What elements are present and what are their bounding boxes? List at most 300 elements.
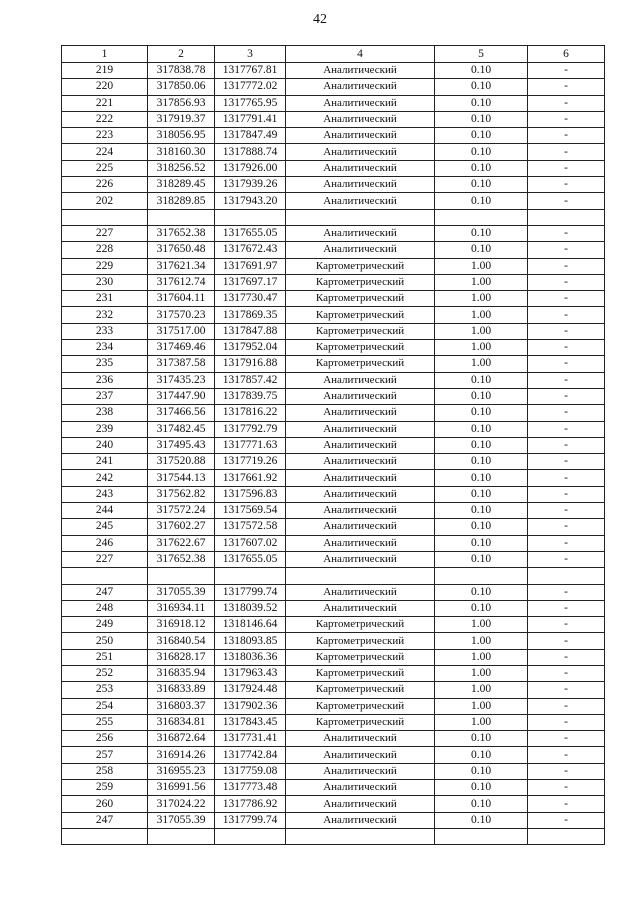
note-cell: - (528, 144, 605, 160)
note-cell: - (528, 519, 605, 535)
point-number-cell: 250 (62, 633, 148, 649)
column-header: 4 (286, 46, 435, 63)
point-number-cell: 224 (62, 144, 148, 160)
y-coordinate-cell: 1317655.05 (215, 551, 286, 567)
point-number-cell: 221 (62, 95, 148, 111)
method-cell: Аналитический (286, 193, 435, 209)
x-coordinate-cell: 317570.23 (148, 307, 215, 323)
accuracy-cell: 0.10 (435, 747, 528, 763)
y-coordinate-cell: 1317963.43 (215, 665, 286, 681)
y-coordinate-cell: 1317742.84 (215, 747, 286, 763)
accuracy-cell (435, 568, 528, 584)
accuracy-cell: 0.10 (435, 111, 528, 127)
table-row (62, 796, 605, 812)
table-row (62, 258, 605, 274)
x-coordinate-cell: 316828.17 (148, 649, 215, 665)
accuracy-cell: 0.10 (435, 177, 528, 193)
table-row (62, 193, 605, 209)
x-coordinate-cell: 317387.58 (148, 356, 215, 372)
y-coordinate-cell: 1317572.58 (215, 519, 286, 535)
note-cell: - (528, 437, 605, 453)
method-cell: Аналитический (286, 519, 435, 535)
y-coordinate-cell: 1317816.22 (215, 405, 286, 421)
note-cell: - (528, 111, 605, 127)
x-coordinate-cell: 318289.45 (148, 177, 215, 193)
table-row (62, 160, 605, 176)
accuracy-cell: 0.10 (435, 225, 528, 241)
note-cell: - (528, 405, 605, 421)
y-coordinate-cell: 1317839.75 (215, 388, 286, 404)
table-row (62, 763, 605, 779)
page-number: 42 (313, 12, 327, 27)
accuracy-cell: 0.10 (435, 584, 528, 600)
accuracy-cell: 0.10 (435, 600, 528, 616)
y-coordinate-cell (215, 209, 286, 225)
x-coordinate-cell: 317517.00 (148, 323, 215, 339)
accuracy-cell: 0.10 (435, 486, 528, 502)
y-coordinate-cell: 1317773.48 (215, 780, 286, 796)
point-number-cell: 222 (62, 111, 148, 127)
accuracy-cell (435, 828, 528, 844)
x-coordinate-cell: 317055.39 (148, 812, 215, 828)
table-row (62, 144, 605, 160)
point-number-cell: 248 (62, 600, 148, 616)
accuracy-cell: 0.10 (435, 470, 528, 486)
x-coordinate-cell (148, 828, 215, 844)
method-cell: Аналитический (286, 372, 435, 388)
table-row (62, 600, 605, 616)
method-cell: Аналитический (286, 535, 435, 551)
table-body (62, 63, 605, 845)
table-row (62, 307, 605, 323)
y-coordinate-cell: 1317792.79 (215, 421, 286, 437)
table-row (62, 225, 605, 241)
note-cell: - (528, 242, 605, 258)
y-coordinate-cell: 1317719.26 (215, 454, 286, 470)
y-coordinate-cell: 1317771.63 (215, 437, 286, 453)
accuracy-cell: 0.10 (435, 372, 528, 388)
x-coordinate-cell: 318056.95 (148, 128, 215, 144)
x-coordinate-cell: 317856.93 (148, 95, 215, 111)
method-cell: Картометрический (286, 274, 435, 290)
x-coordinate-cell: 316914.26 (148, 747, 215, 763)
y-coordinate-cell: 1317672.43 (215, 242, 286, 258)
point-number-cell: 239 (62, 421, 148, 437)
y-coordinate-cell: 1317569.54 (215, 503, 286, 519)
point-number-cell: 235 (62, 356, 148, 372)
y-coordinate-cell: 1317697.17 (215, 274, 286, 290)
accuracy-cell: 0.10 (435, 763, 528, 779)
y-coordinate-cell: 1317869.35 (215, 307, 286, 323)
table-row-separator (62, 568, 605, 584)
y-coordinate-cell (215, 828, 286, 844)
accuracy-cell: 0.10 (435, 405, 528, 421)
table-row (62, 95, 605, 111)
point-number-cell: 229 (62, 258, 148, 274)
column-header: 1 (62, 46, 148, 63)
note-cell: - (528, 340, 605, 356)
table-row (62, 388, 605, 404)
x-coordinate-cell: 317520.88 (148, 454, 215, 470)
accuracy-cell: 0.10 (435, 421, 528, 437)
accuracy-cell: 1.00 (435, 291, 528, 307)
method-cell: Аналитический (286, 405, 435, 421)
x-coordinate-cell: 316833.89 (148, 682, 215, 698)
y-coordinate-cell: 1317759.08 (215, 763, 286, 779)
table-row (62, 486, 605, 502)
y-coordinate-cell (215, 568, 286, 584)
accuracy-cell: 1.00 (435, 649, 528, 665)
x-coordinate-cell: 316835.94 (148, 665, 215, 681)
note-cell: - (528, 79, 605, 95)
method-cell: Аналитический (286, 95, 435, 111)
note-cell: - (528, 682, 605, 698)
point-number-cell: 253 (62, 682, 148, 698)
note-cell: - (528, 128, 605, 144)
table-row (62, 437, 605, 453)
method-cell: Аналитический (286, 747, 435, 763)
point-number-cell: 241 (62, 454, 148, 470)
method-cell: Аналитический (286, 551, 435, 567)
y-coordinate-cell: 1317596.83 (215, 486, 286, 502)
note-cell (528, 568, 605, 584)
method-cell: Аналитический (286, 79, 435, 95)
x-coordinate-cell: 317604.11 (148, 291, 215, 307)
point-number-cell: 255 (62, 714, 148, 730)
point-number-cell: 230 (62, 274, 148, 290)
point-number-cell: 228 (62, 242, 148, 258)
point-number-cell: 254 (62, 698, 148, 714)
accuracy-cell: 1.00 (435, 307, 528, 323)
table-row-separator (62, 209, 605, 225)
point-number-cell: 233 (62, 323, 148, 339)
note-cell: - (528, 584, 605, 600)
note-cell: - (528, 665, 605, 681)
note-cell: - (528, 698, 605, 714)
table-row (62, 356, 605, 372)
table-row (62, 274, 605, 290)
table-row (62, 649, 605, 665)
note-cell: - (528, 95, 605, 111)
x-coordinate-cell: 317024.22 (148, 796, 215, 812)
table-row (62, 682, 605, 698)
method-cell: Аналитический (286, 796, 435, 812)
method-cell: Аналитический (286, 225, 435, 241)
method-cell (286, 568, 435, 584)
x-coordinate-cell (148, 568, 215, 584)
note-cell: - (528, 812, 605, 828)
y-coordinate-cell: 1317799.74 (215, 812, 286, 828)
accuracy-cell: 1.00 (435, 340, 528, 356)
y-coordinate-cell: 1317926.00 (215, 160, 286, 176)
x-coordinate-cell: 316918.12 (148, 617, 215, 633)
point-number-cell: 226 (62, 177, 148, 193)
method-cell (286, 209, 435, 225)
point-number-cell: 225 (62, 160, 148, 176)
accuracy-cell: 0.10 (435, 160, 528, 176)
note-cell: - (528, 470, 605, 486)
y-coordinate-cell: 1318036.36 (215, 649, 286, 665)
accuracy-cell: 0.10 (435, 437, 528, 453)
x-coordinate-cell: 317621.34 (148, 258, 215, 274)
y-coordinate-cell: 1317943.20 (215, 193, 286, 209)
y-coordinate-cell: 1317655.05 (215, 225, 286, 241)
table-row (62, 714, 605, 730)
x-coordinate-cell: 317838.78 (148, 63, 215, 79)
x-coordinate-cell: 317469.46 (148, 340, 215, 356)
accuracy-cell: 0.10 (435, 519, 528, 535)
method-cell: Аналитический (286, 731, 435, 747)
x-coordinate-cell: 317562.82 (148, 486, 215, 502)
x-coordinate-cell: 317622.67 (148, 535, 215, 551)
point-number-cell: 236 (62, 372, 148, 388)
note-cell: - (528, 274, 605, 290)
y-coordinate-cell: 1317791.41 (215, 111, 286, 127)
column-header: 2 (148, 46, 215, 63)
table-row (62, 633, 605, 649)
x-coordinate-cell: 317850.06 (148, 79, 215, 95)
accuracy-cell: 1.00 (435, 258, 528, 274)
method-cell: Аналитический (286, 63, 435, 79)
note-cell: - (528, 535, 605, 551)
point-number-cell: 256 (62, 731, 148, 747)
note-cell (528, 828, 605, 844)
method-cell: Аналитический (286, 437, 435, 453)
y-coordinate-cell: 1317902.36 (215, 698, 286, 714)
point-number-cell: 242 (62, 470, 148, 486)
y-coordinate-cell: 1317765.95 (215, 95, 286, 111)
table-row (62, 111, 605, 127)
accuracy-cell: 0.10 (435, 63, 528, 79)
table-row (62, 323, 605, 339)
point-number-cell: 244 (62, 503, 148, 519)
method-cell: Аналитический (286, 454, 435, 470)
y-coordinate-cell: 1317767.81 (215, 63, 286, 79)
y-coordinate-cell: 1318039.52 (215, 600, 286, 616)
y-coordinate-cell: 1318146.64 (215, 617, 286, 633)
x-coordinate-cell: 316872.64 (148, 731, 215, 747)
accuracy-cell: 1.00 (435, 698, 528, 714)
method-cell: Картометрический (286, 258, 435, 274)
note-cell (528, 209, 605, 225)
point-number-cell: 227 (62, 225, 148, 241)
accuracy-cell: 1.00 (435, 323, 528, 339)
method-cell: Картометрический (286, 323, 435, 339)
y-coordinate-cell: 1317843.45 (215, 714, 286, 730)
note-cell: - (528, 503, 605, 519)
coordinates-table (61, 45, 605, 845)
note-cell: - (528, 63, 605, 79)
method-cell: Аналитический (286, 128, 435, 144)
column-header: 6 (528, 46, 605, 63)
point-number-cell: 246 (62, 535, 148, 551)
table-row (62, 617, 605, 633)
note-cell: - (528, 649, 605, 665)
note-cell: - (528, 714, 605, 730)
method-cell: Картометрический (286, 617, 435, 633)
x-coordinate-cell: 317447.90 (148, 388, 215, 404)
point-number-cell: 247 (62, 584, 148, 600)
table-row (62, 372, 605, 388)
table-row (62, 584, 605, 600)
method-cell: Картометрический (286, 340, 435, 356)
point-number-cell: 260 (62, 796, 148, 812)
method-cell: Аналитический (286, 388, 435, 404)
method-cell: Аналитический (286, 780, 435, 796)
accuracy-cell: 0.10 (435, 551, 528, 567)
y-coordinate-cell: 1317952.04 (215, 340, 286, 356)
note-cell: - (528, 421, 605, 437)
note-cell: - (528, 633, 605, 649)
note-cell: - (528, 193, 605, 209)
x-coordinate-cell: 317495.43 (148, 437, 215, 453)
x-coordinate-cell: 316955.23 (148, 763, 215, 779)
method-cell: Аналитический (286, 584, 435, 600)
point-number-cell: 234 (62, 340, 148, 356)
note-cell: - (528, 617, 605, 633)
table-header-row (62, 46, 605, 63)
point-number-cell: 231 (62, 291, 148, 307)
y-coordinate-cell: 1317799.74 (215, 584, 286, 600)
x-coordinate-cell: 317612.74 (148, 274, 215, 290)
x-coordinate-cell: 317650.48 (148, 242, 215, 258)
method-cell: Аналитический (286, 812, 435, 828)
note-cell: - (528, 600, 605, 616)
point-number-cell: 220 (62, 79, 148, 95)
y-coordinate-cell: 1317607.02 (215, 535, 286, 551)
y-coordinate-cell: 1317786.92 (215, 796, 286, 812)
accuracy-cell: 0.10 (435, 242, 528, 258)
table-row (62, 747, 605, 763)
accuracy-cell: 1.00 (435, 356, 528, 372)
method-cell: Картометрический (286, 649, 435, 665)
table-row (62, 242, 605, 258)
note-cell: - (528, 372, 605, 388)
accuracy-cell: 0.10 (435, 812, 528, 828)
note-cell: - (528, 731, 605, 747)
method-cell: Аналитический (286, 144, 435, 160)
point-number-cell: 249 (62, 617, 148, 633)
note-cell: - (528, 388, 605, 404)
method-cell: Картометрический (286, 307, 435, 323)
note-cell: - (528, 323, 605, 339)
table-row (62, 79, 605, 95)
accuracy-cell: 1.00 (435, 617, 528, 633)
accuracy-cell: 0.10 (435, 193, 528, 209)
table-row (62, 340, 605, 356)
y-coordinate-cell: 1317730.47 (215, 291, 286, 307)
note-cell: - (528, 258, 605, 274)
note-cell: - (528, 307, 605, 323)
point-number-cell: 243 (62, 486, 148, 502)
y-coordinate-cell: 1317847.88 (215, 323, 286, 339)
point-number-cell: 240 (62, 437, 148, 453)
accuracy-cell: 0.10 (435, 731, 528, 747)
x-coordinate-cell: 317544.13 (148, 470, 215, 486)
x-coordinate-cell (148, 209, 215, 225)
accuracy-cell: 1.00 (435, 274, 528, 290)
note-cell: - (528, 225, 605, 241)
method-cell (286, 828, 435, 844)
x-coordinate-cell: 318289.85 (148, 193, 215, 209)
point-number-cell: 238 (62, 405, 148, 421)
column-header: 3 (215, 46, 286, 63)
x-coordinate-cell: 317602.27 (148, 519, 215, 535)
table-row (62, 291, 605, 307)
note-cell: - (528, 796, 605, 812)
method-cell: Аналитический (286, 111, 435, 127)
point-number-cell: 227 (62, 551, 148, 567)
point-number-cell: 247 (62, 812, 148, 828)
point-number-cell: 259 (62, 780, 148, 796)
accuracy-cell: 0.10 (435, 535, 528, 551)
accuracy-cell: 1.00 (435, 633, 528, 649)
point-number-cell (62, 568, 148, 584)
x-coordinate-cell: 317919.37 (148, 111, 215, 127)
y-coordinate-cell: 1317691.97 (215, 258, 286, 274)
column-header: 5 (435, 46, 528, 63)
x-coordinate-cell: 317652.38 (148, 225, 215, 241)
method-cell: Картометрический (286, 633, 435, 649)
point-number-cell: 223 (62, 128, 148, 144)
x-coordinate-cell: 317435.23 (148, 372, 215, 388)
accuracy-cell: 0.10 (435, 388, 528, 404)
x-coordinate-cell: 318256.52 (148, 160, 215, 176)
x-coordinate-cell: 316834.81 (148, 714, 215, 730)
method-cell: Аналитический (286, 763, 435, 779)
y-coordinate-cell: 1317847.49 (215, 128, 286, 144)
note-cell: - (528, 780, 605, 796)
method-cell: Аналитический (286, 177, 435, 193)
note-cell: - (528, 747, 605, 763)
accuracy-cell: 0.10 (435, 796, 528, 812)
note-cell: - (528, 356, 605, 372)
y-coordinate-cell: 1317661.92 (215, 470, 286, 486)
accuracy-cell: 1.00 (435, 665, 528, 681)
accuracy-cell: 0.10 (435, 79, 528, 95)
method-cell: Картометрический (286, 356, 435, 372)
method-cell: Картометрический (286, 714, 435, 730)
y-coordinate-cell: 1317857.42 (215, 372, 286, 388)
accuracy-cell: 0.10 (435, 95, 528, 111)
table-row (62, 454, 605, 470)
point-number-cell: 251 (62, 649, 148, 665)
x-coordinate-cell: 317055.39 (148, 584, 215, 600)
note-cell: - (528, 291, 605, 307)
method-cell: Аналитический (286, 600, 435, 616)
table-row (62, 519, 605, 535)
x-coordinate-cell: 318160.30 (148, 144, 215, 160)
y-coordinate-cell: 1317916.88 (215, 356, 286, 372)
x-coordinate-cell: 317572.24 (148, 503, 215, 519)
x-coordinate-cell: 317482.45 (148, 421, 215, 437)
x-coordinate-cell: 317652.38 (148, 551, 215, 567)
x-coordinate-cell: 316840.54 (148, 633, 215, 649)
y-coordinate-cell: 1318093.85 (215, 633, 286, 649)
table-row (62, 535, 605, 551)
method-cell: Картометрический (286, 682, 435, 698)
x-coordinate-cell: 316803.37 (148, 698, 215, 714)
x-coordinate-cell: 316934.11 (148, 600, 215, 616)
y-coordinate-cell: 1317888.74 (215, 144, 286, 160)
accuracy-cell (435, 209, 528, 225)
y-coordinate-cell: 1317939.26 (215, 177, 286, 193)
accuracy-cell: 1.00 (435, 682, 528, 698)
method-cell: Аналитический (286, 470, 435, 486)
accuracy-cell: 0.10 (435, 503, 528, 519)
accuracy-cell: 0.10 (435, 780, 528, 796)
table-row (62, 665, 605, 681)
